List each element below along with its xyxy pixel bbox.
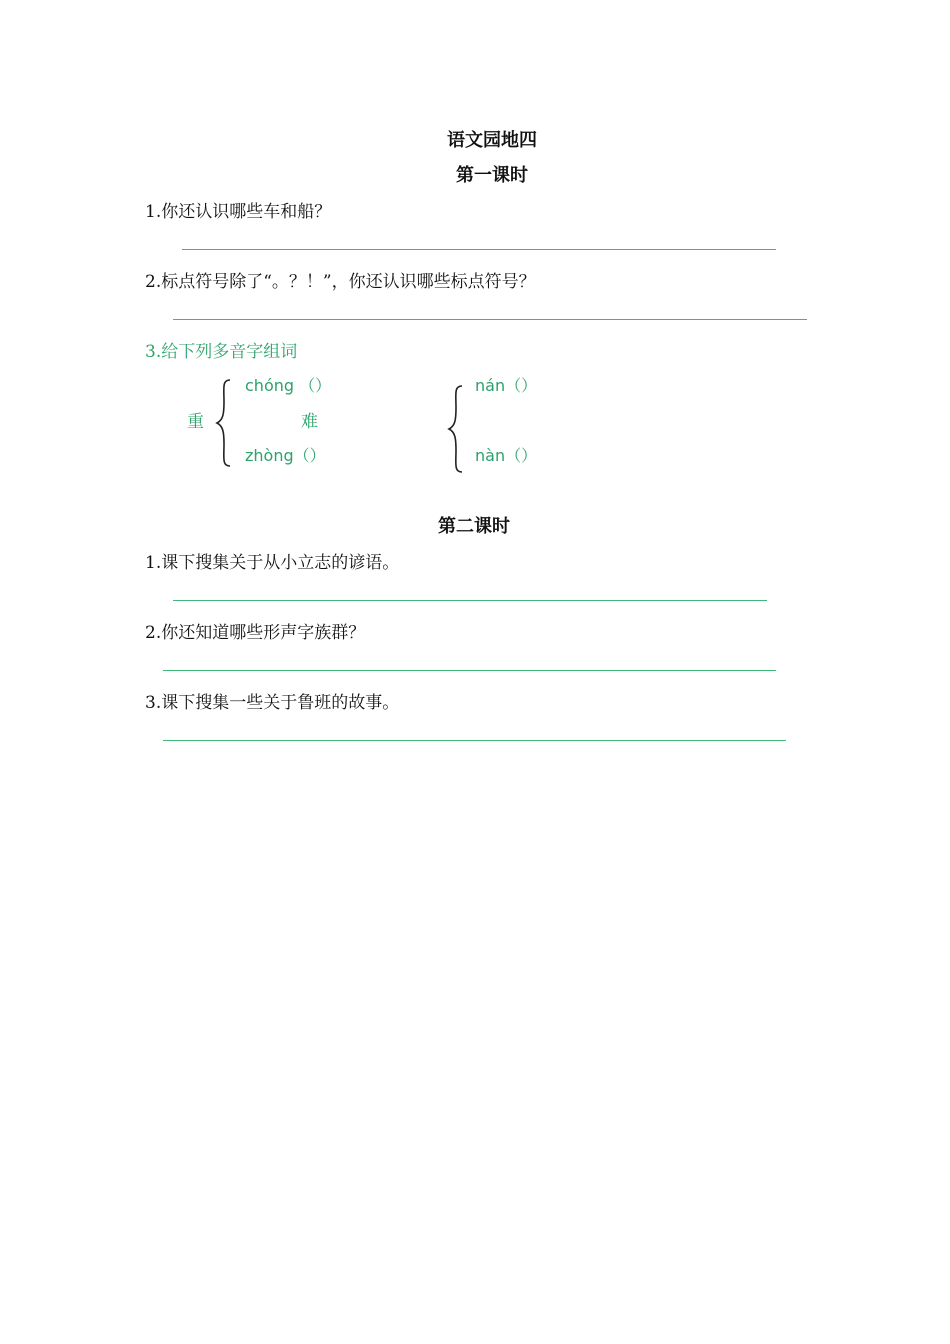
polyphone-char-nan: 难	[301, 412, 318, 432]
answer-line-l2-q2[interactable]	[163, 670, 776, 671]
answer-line-l2-q3[interactable]	[163, 740, 786, 741]
reading-zhong: zhòng（）	[245, 446, 326, 465]
reading-chong: chóng （）	[245, 376, 332, 395]
page-title: 语文园地四	[447, 130, 537, 151]
answer-line-l1-q1[interactable]	[182, 249, 776, 250]
reading-nan2: nán（）	[475, 376, 538, 395]
lesson1-question-3: 3.给下列多音字组词	[145, 342, 298, 362]
left-brace-icon	[446, 384, 466, 474]
lesson2-question-1: 1.课下搜集关于从小立志的谚语。	[145, 553, 400, 573]
reading-nan4: nàn（）	[475, 446, 538, 465]
answer-line-l1-q2[interactable]	[173, 319, 807, 320]
polyphone-char-zhong: 重	[187, 412, 204, 432]
lesson1-question-2: 2.标点符号除了“。？！”，你还认识哪些标点符号？	[145, 272, 536, 292]
lesson2-question-2: 2.你还知道哪些形声字族群？	[145, 623, 366, 643]
answer-line-l2-q1[interactable]	[173, 600, 767, 601]
lesson2-question-3: 3.课下搜集一些关于鲁班的故事。	[145, 693, 400, 713]
lesson1-question-1: 1.你还认识哪些车和船？	[145, 202, 332, 222]
lesson1-heading: 第一课时	[456, 165, 528, 186]
lesson2-heading: 第二课时	[438, 516, 510, 537]
left-brace-icon	[214, 378, 234, 468]
